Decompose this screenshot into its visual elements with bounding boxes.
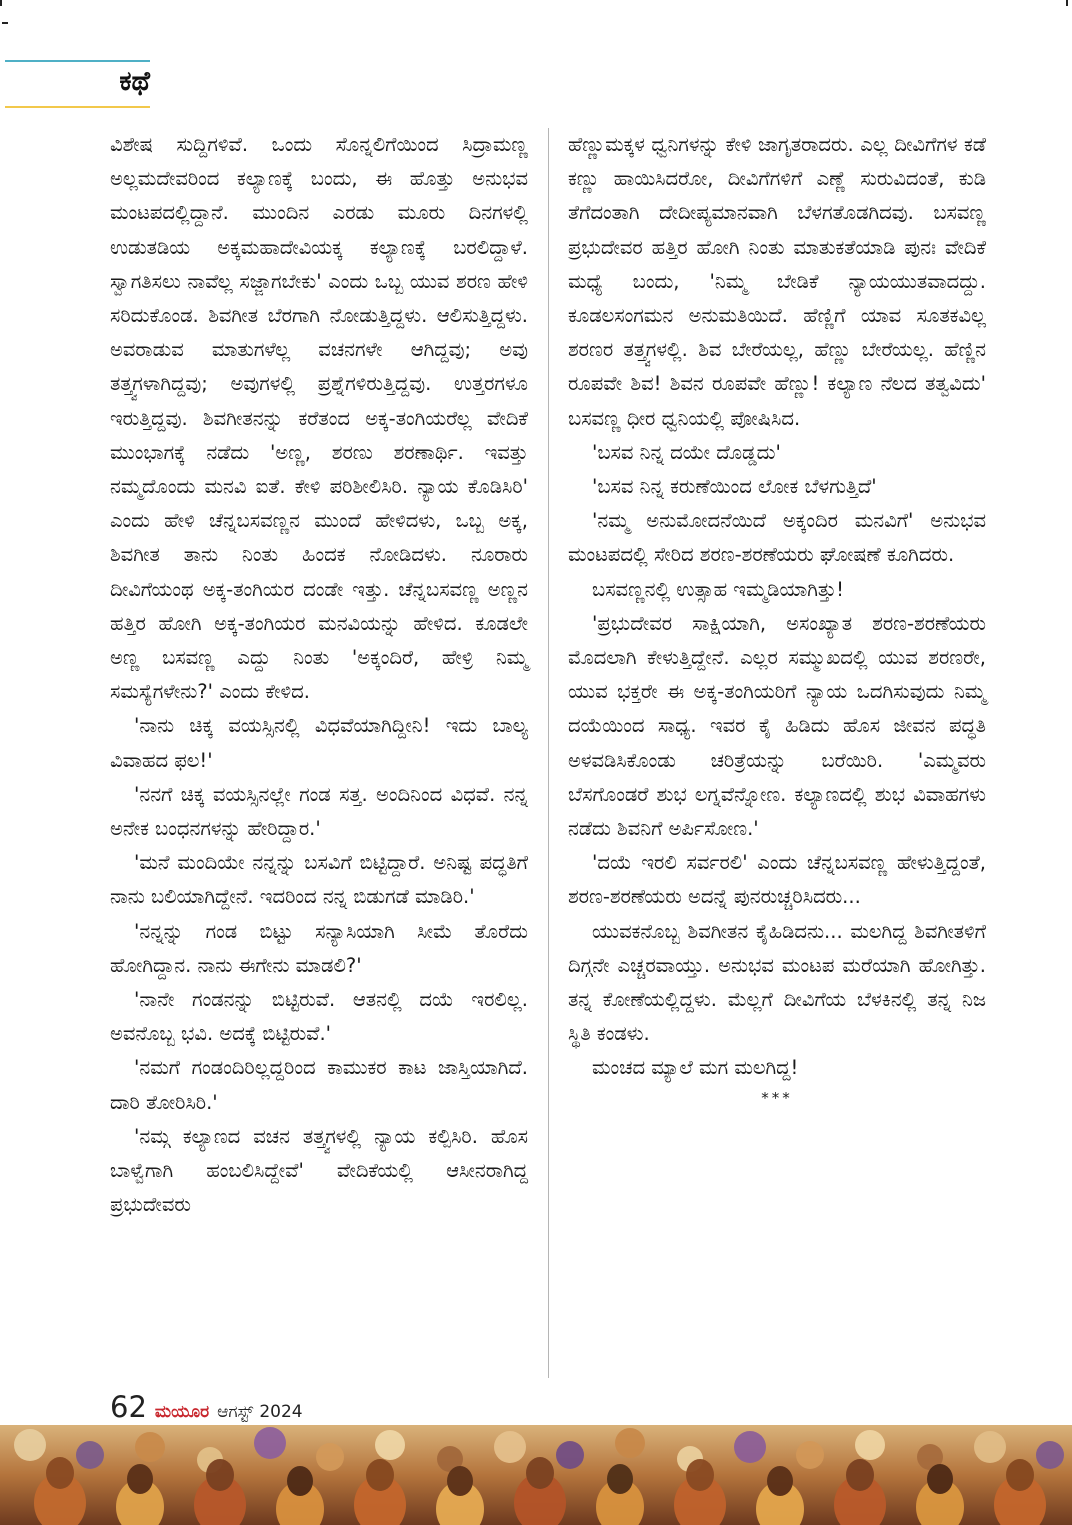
paragraph: 'ನನಗೆ ಚಿಕ್ಕ ವಯಸ್ಸಿನಲ್ಲೇ ಗಂಡ ಸತ್ತ. ಅಂದಿನಿಂದ ವಿಧವೆ. ನನ್ನ ಅನೇಕ ಬಂಧನಗಳನ್ನು ಹೇರಿದ್ದಾರ.'	[110, 782, 528, 841]
issue-month: ಆಗಸ್ಟ್	[217, 1402, 254, 1422]
right-column	[568, 128, 986, 1108]
paragraph: ಬಸವಣ್ಣನಲ್ಲಿ ಉತ್ಸಾಹ ಇಮ್ಮಡಿಯಾಗಿತ್ತು!	[592, 577, 844, 601]
left-column	[110, 128, 528, 1223]
paragraph: 'ನಮ್ಮ ಅನುಮೋದನೆಯಿದೆ ಅಕ್ಕಂದಿರ ಮನವಿಗೆ' ಅನುಭವ ಮಂಟಪದಲ್ಲಿ ಸೇರಿದ ಶರಣ-ಶರಣೆಯರು ಘೋಷಣೆ ಕೂಗಿದರು.	[568, 509, 986, 567]
section-rule-bottom	[5, 106, 150, 108]
page-number: 62	[110, 1390, 147, 1424]
paragraph: 'ನಮಗೆ ಗಂಡಂದಿರಿಲ್ಲದ್ದರಿಂದ ಕಾಮುಕರ ಕಾಟ ಜಾಸ್ತಿಯಾಗಿದೆ. ದಾರಿ ತೋರಿಸಿರಿ.'	[110, 1056, 528, 1114]
section-header	[0, 58, 150, 110]
paragraph: 'ಪ್ರಭುದೇವರ ಸಾಕ್ಷಿಯಾಗಿ, ಅಸಂಖ್ಯಾತ ಶರಣ-ಶರಣೆಯರು ಮೊದಲಾಗಿ ಕೇಳುತ್ತಿದ್ದೇನೆ. ಎಲ್ಲರ ಸಮ್ಮುಖದಲ್ಲಿ ಯುವ ಶರಣರೇ, ಯುವ ಭಕ್ತರೇ ಈ ಅಕ್ಕ-ತಂಗಿಯರಿಗೆ ನ್ಯಾಯ ಒದಗಿಸುವುದು ನಿಮ್ಮ ದಯೆಯಿಂದ ಸಾಧ್ಯ. ಇವರ ಕೈ ಹಿಡಿದು ಹೊಸ ಜೀವನ ಪದ್ಧತಿ ಅಳವಡಿಸಿಕೊಂಡು ಚರಿತ್ರೆಯನ್ನು ಬರೆಯಿರಿ. 'ಎಮ್ಮವರು ಬೆಸಗೊಂಡರೆ ಶುಭ ಲಗ್ನವೆನ್ನೋಣ. ಕಲ್ಯಾಣದಲ್ಲಿ ಶುಭ ವಿವಾಹಗಳು ನಡೆದು ಶಿವನಿಗೆ ಅರ್ಪಿಸೋಣ.'	[568, 611, 986, 841]
crop-mark-left-tick	[2, 22, 8, 24]
paragraph: 'ಬಸವ ನಿನ್ನ ದಯೇ ದೊಡ್ಡದು'	[592, 440, 781, 464]
paragraph: ವಿಶೇಷ ಸುದ್ದಿಗಳಿವೆ. ಒಂದು ಸೊನ್ನಲಿಗೆಯಿಂದ ಸಿದ್ರಾಮಣ್ಣ ಅಲ್ಲಮದೇವರಿಂದ ಕಲ್ಯಾಣಕ್ಕೆ ಬಂದು, ಈ ಹೊತ್ತು ಅನುಭವ ಮಂಟಪದಲ್ಲಿದ್ದಾನೆ. ಮುಂದಿನ ಎರಡು ಮೂರು ದಿನಗಳಲ್ಲಿ ಉಡುತಡಿಯ ಅಕ್ಕಮಹಾದೇವಿಯಕ್ಕ ಕಲ್ಯಾಣಕ್ಕೆ ಬರಲಿದ್ದಾಳೆ. ಸ್ವಾಗತಿಸಲು ನಾವೆಲ್ಲ ಸಜ್ಜಾಗಬೇಕು' ಎಂದು ಒಬ್ಬ ಯುವ ಶರಣ ಹೇಳಿ ಸರಿದುಕೊಂಡ. ಶಿವಗೀತ ಬೆರಗಾಗಿ ನೋಡುತ್ತಿದ್ದಳು. ಆಲಿಸುತ್ತಿದ್ದಳು. ಅವರಾಡುವ ಮಾತುಗಳೆಲ್ಲ ವಚನಗಳೇ ಆಗಿದ್ದವು; ಅವು ತತ್ತ್ವಗಳಾಗಿದ್ದವು; ಅವುಗಳಲ್ಲಿ ಪ್ರಶ್ನೆಗಳಿರುತ್ತಿದ್ದವು. ಉತ್ತರಗಳೂ ಇರುತ್ತಿದ್ದವು. ಶಿವಗೀತನನ್ನು ಕರೆತಂದ ಅಕ್ಕ-ತಂಗಿಯರೆಲ್ಲ ವೇದಿಕೆ ಮುಂಭಾಗಕ್ಕೆ ನಡೆದು 'ಅಣ್ಣ, ಶರಣು ಶರಣಾರ್ಥಿ. ಇವತ್ತು ನಮ್ಮದೊಂದು ಮನವಿ ಐತೆ. ಕೇಳಿ ಪರಿಶೀಲಿಸಿರಿ. ನ್ಯಾಯ ಕೊಡಿಸಿರಿ' ಎಂದು ಹೇಳಿ ಚೆನ್ನಬಸವಣ್ಣನ ಮುಂದೆ ಹೇಳಿದಳು, ಒಬ್ಬ ಅಕ್ಕ, ಶಿವಗೀತ ತಾನು ನಿಂತು ಹಿಂದಕ ನೋಡಿದಳು. ನೂರಾರು ದೀವಿಗೆಯಂಥ ಅಕ್ಕ-ತಂಗಿಯರ ದಂಡೇ ಇತ್ತು. ಚೆನ್ನಬಸವಣ್ಣ ಅಣ್ಣನ ಹತ್ತಿರ ಹೋಗಿ ಅಕ್ಕ-ತಂಗಿಯರ ಮನವಿಯನ್ನು ಹೇಳಿದ. ಕೂಡಲೇ ಅಣ್ಣ ಬಸವಣ್ಣ ಎದ್ದು ನಿಂತು 'ಅಕ್ಕಂದಿರೆ, ಹೇಳ್ರಿ ನಿಮ್ಮ ಸಮಸ್ಯೆಗಳೇನು?' ಎಂದು ಕೇಳಿದ.	[110, 133, 528, 704]
paragraph: ಹೆಣ್ಣುಮಕ್ಕಳ ಧ್ವನಿಗಳನ್ನು ಕೇಳಿ ಜಾಗೃತರಾದರು. ಎಲ್ಲ ದೀವಿಗೆಗಳ ಕಡೆ ಕಣ್ಣು ಹಾಯಿಸಿದರೋ, ದೀವಿಗೆಗಳಿಗೆ ಎಣ್ಣೆ ಸುರುವಿದಂತೆ, ಕುಡಿ ತೆಗೆದಂತಾಗಿ ದೇದೀಪ್ಯಮಾನವಾಗಿ ಬೆಳಗತೊಡಗಿದವು. ಬಸವಣ್ಣ ಪ್ರಭುದೇವರ ಹತ್ತಿರ ಹೋಗಿ ನಿಂತು ಮಾತುಕತೆಯಾಡಿ ಪುನಃ ವೇದಿಕೆ ಮಧ್ಯೆ ಬಂದು, 'ನಿಮ್ಮ ಬೇಡಿಕೆ ನ್ಯಾಯಯುತವಾದದ್ದು. ಕೂಡಲಸಂಗಮನ ಅನುಮತಿಯಿದೆ. ಹೆಣ್ಣಿಗೆ ಯಾವ ಸೂತಕವಿಲ್ಲ ಶರಣರ ತತ್ತ್ವಗಳಲ್ಲಿ. ಶಿವ ಬೇರೆಯಲ್ಲ, ಹೆಣ್ಣು ಬೇರೆಯಲ್ಲ. ಹೆಣ್ಣಿನ ರೂಪವೇ ಶಿವ! ಶಿವನ ರೂಪವೇ ಹೆಣ್ಣು! ಕಲ್ಯಾಣ ನೆಲದ ತತ್ವವಿದು' ಬಸವಣ್ಣ ಧೀರ ಧ್ವನಿಯಲ್ಲಿ ಪೋಷಿಸಿದ.	[568, 133, 986, 430]
paragraph: 'ಬಸವ ನಿನ್ನ ಕರುಣೆಯಿಂದ ಲೋಕ ಬೆಳಗುತ್ತಿದೆ'	[592, 475, 877, 499]
end-marker: ***	[761, 1088, 793, 1107]
section-label: ಕಥೆ	[119, 66, 150, 97]
paragraph: 'ದಯೆ ಇರಲಿ ಸರ್ವರಲಿ' ಎಂದು ಚೆನ್ನಬಸವಣ್ಣ ಹೇಳುತ್ತಿದ್ದಂತೆ, ಶರಣ-ಶರಣೆಯರು ಅದನ್ನೆ ಪುನರುಚ್ಚರಿಸಿದರು...	[568, 851, 986, 909]
issue-year: 2024	[259, 1402, 303, 1422]
paragraph: ಮಂಚದ ಮ್ಯಾಲೆ ಮಗ ಮಲಗಿದ್ದ!	[592, 1056, 799, 1080]
crop-mark-left	[0, 0, 2, 6]
section-rule-top	[5, 60, 150, 62]
publication-name: ಮಯೂರ	[154, 1402, 210, 1422]
paragraph: 'ನಮ್ಗ ಕಲ್ಯಾಣದ ವಚನ ತತ್ತ್ವಗಳಲ್ಲಿ ನ್ಯಾಯ ಕಲ್ಪಿಸಿರಿ. ಹೊಸ ಬಾಳ್ವೆಗಾಗಿ ಹಂಬಲಿಸಿದ್ದೇವೆ' ವೇದಿಕೆಯಲ್ಲಿ ಆಸೀನರಾಗಿದ್ದ ಪ್ರಭುದೇವರು	[110, 1124, 528, 1217]
paragraph: 'ನಾನು ಚಿಕ್ಕ ವಯಸ್ಸಿನಲ್ಲಿ ವಿಧವೆಯಾಗಿದ್ದೀನಿ! ಇದು ಬಾಲ್ಯ ವಿವಾಹದ ಫಲ!'	[110, 714, 528, 772]
decorative-illustration	[0, 1425, 1072, 1525]
paragraph: 'ನನ್ನನ್ನು ಗಂಡ ಬಿಟ್ಟು ಸನ್ಯಾಸಿಯಾಗಿ ಸೀಮೆ ತೊರೆದು ಹೋಗಿದ್ದಾನ. ನಾನು ಈಗೇನು ಮಾಡಲಿ?'	[110, 919, 528, 977]
page-footer	[110, 1390, 303, 1430]
crop-mark-right	[1066, 0, 1068, 6]
paragraph: ಯುವಕನೊಬ್ಬ ಶಿವಗೀತನ ಕೈಹಿಡಿದನು... ಮಲಗಿದ್ದ ಶಿವಗೀತಳಿಗೆ ದಿಗ್ಗನೇ ಎಚ್ಚರವಾಯ್ತು. ಅನುಭವ ಮಂಟಪ ಮರೆಯಾಗಿ ಹೋಗಿತ್ತು. ತನ್ನ ಕೋಣೆಯಲ್ಲಿದ್ದಳು. ಮೆಲ್ಲಗೆ ದೀವಿಗೆಯ ಬೆಳಕಿನಲ್ಲಿ ತನ್ನ ನಿಜ ಸ್ಥಿತಿ ಕಂಡಳು.	[568, 919, 986, 1046]
paragraph: 'ನಾನೇ ಗಂಡನನ್ನು ಬಿಟ್ಟಿರುವೆ. ಆತನಲ್ಲಿ ದಯೆ ಇರಲಿಲ್ಲ. ಅವನೊಬ್ಬ ಭವಿ. ಅದಕ್ಕೆ ಬಿಟ್ಟಿರುವೆ.'	[110, 988, 528, 1046]
column-divider	[548, 128, 549, 1378]
paragraph: 'ಮನೆ ಮಂದಿಯೇ ನನ್ನನ್ನು ಬಸವಿಗೆ ಬಿಟ್ಟಿದ್ದಾರೆ. ಅನಿಷ್ಟ ಪದ್ಧತಿಗೆ ನಾನು ಬಲಿಯಾಗಿದ್ದೇನೆ. ಇದರಿಂದ ನನ್ನ ಬಿಡುಗಡೆ ಮಾಡಿರಿ.'	[110, 851, 528, 909]
crowd-painting	[0, 1425, 1072, 1525]
